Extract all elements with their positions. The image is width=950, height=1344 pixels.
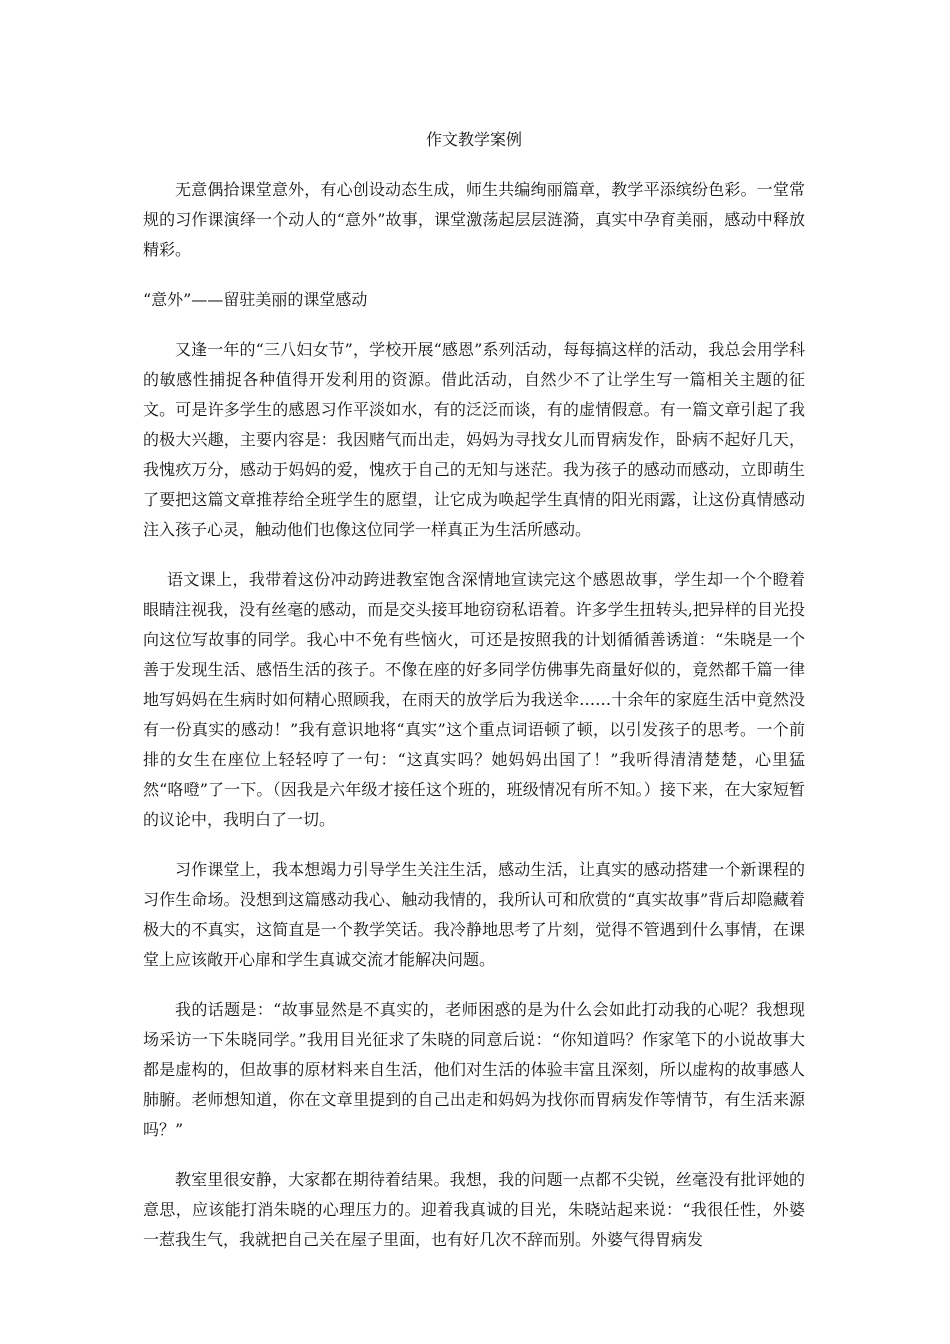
body-paragraph-5: 教室里很安静，大家都在期待着结果。我想，我的问题一点都不尖锐，丝毫没有批评她的意思，应该能打消朱晓的心理压力的。迎着我真诚的目光，朱晓站起来说：“我很任性，外婆一惹我生气，我就把自己关在屋子里面，也有好几次不辞而别。外婆气得胃病发 (143, 1170, 805, 1249)
section-heading: “意外”——留驻美丽的课堂感动 (143, 290, 368, 309)
document-page (143, 124, 805, 1275)
intro-paragraph: 无意偶拾课堂意外，有心创设动态生成，师生共编绚丽篇章，教学平添缤纷色彩。一堂常规的习作课演绎一个动人的“意外”故事，课堂激荡起层层涟漪，真实中孕育美丽，感动中释放精彩。 (143, 180, 805, 259)
document-title: 作文教学案例 (425, 130, 522, 149)
body-paragraph-2: 语文课上，我带着这份冲动跨进教室饱含深情地宣读完这个感恩故事，学生却一个个瞪着眼睛注视我，没有丝毫的感动，而是交头接耳地窃窃私语着。许多学生扭转头,把异样的目光投向这位写故事的同学。我心中不免有些恼火，可还是按照我的计划循循善诱道：“朱晓是一个善于发现生活、感悟生活的孩子。不像在座的好多同学仿佛事先商量好似的，竟然都千篇一律地写妈妈在生病时如何精心照顾我，在雨天的放学后为我送伞……十余年的家庭生活中竟然没有一份真实的感动！”我有意识地将“真实”这个重点词语顿了顿，以引发孩子的思考。一个前排的女生在座位上轻轻哼了一句：“这真实吗？她妈妈出国了！”我听得清清楚楚，心里猛然“咯噔”了一下。（因我是六年级才接任这个班的，班级情况有所不知。）接下来，在大家短暂的议论中，我明白了一切。 (143, 570, 805, 829)
body-paragraph-4: 我的话题是：“故事显然是不真实的，老师困惑的是为什么会如此打动我的心呢？我想现场采访一下朱晓同学。”我用目光征求了朱晓的同意后说：“你知道吗？作家笔下的小说故事大都是虚构的，但故事的原材料来自生活，他们对生活的体验丰富且深刻，所以虚构的故事感人肺腑。老师想知道，你在文章里提到的自己出走和妈妈为找你而胃病发作等情节，有生活来源吗？” (143, 1000, 805, 1139)
body-paragraph-3: 习作课堂上，我本想竭力引导学生关注生活，感动生活，让真实的感动搭建一个新课程的习作生命场。没想到这篇感动我心、触动我情的，我所认可和欣赏的“真实故事”背后却隐藏着极大的不真实，这简直是一个教学笑话。我冷静地思考了片刻，觉得不管遇到什么事情，在课堂上应该敞开心扉和学生真诚交流才能解决问题。 (143, 860, 805, 969)
body-paragraph-1: 又逢一年的“三八妇女节”，学校开展“感恩”系列活动，每每搞这样的活动，我总会用学科的敏感性捕捉各种值得开发利用的资源。借此活动，自然少不了让学生写一篇相关主题的征文。可是许多学生的感恩习作平淡如水，有的泛泛而谈，有的虚情假意。有一篇文章引起了我的极大兴趣，主要内容是：我因赌气而出走，妈妈为寻找女儿而胃病发作，卧病不起好几天，我愧疚万分，感动于妈妈的爱，愧疚于自己的无知与迷茫。我为孩子的感动而感动，立即萌生了要把这篇文章推荐给全班学生的愿望，让它成为唤起学生真情的阳光雨露，让这份真情感动注入孩子心灵，触动他们也像这位同学一样真正为生活所感动。 (143, 340, 805, 539)
